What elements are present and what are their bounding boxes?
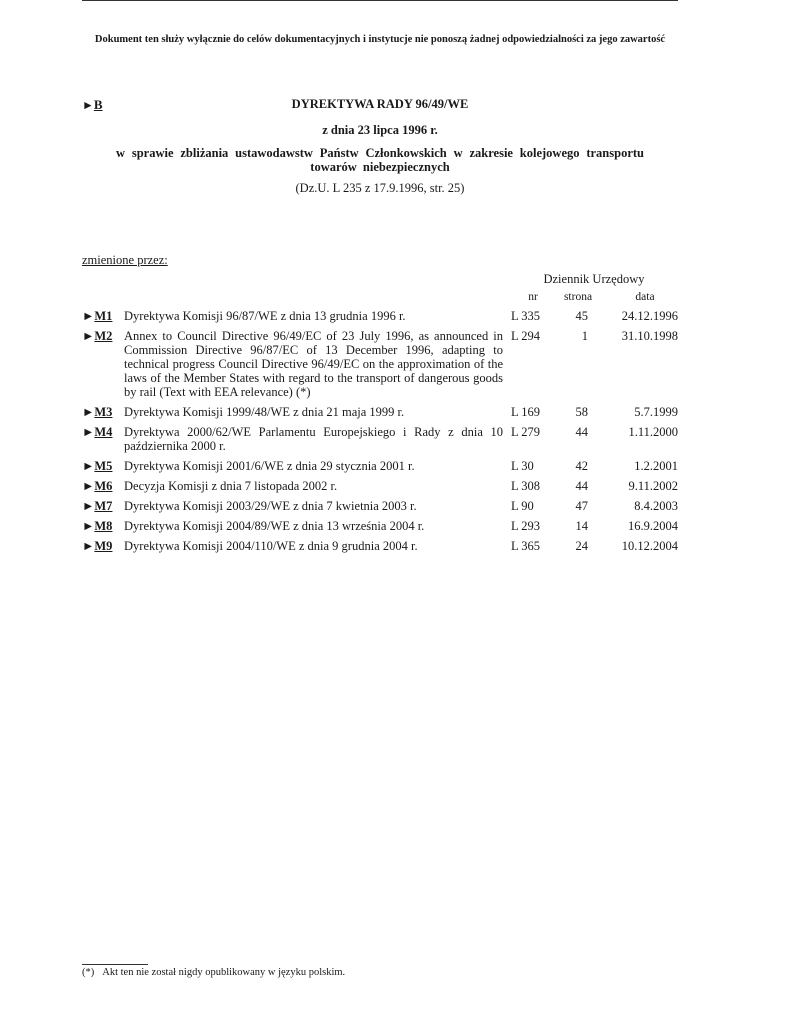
amendment-marker[interactable]: ►M2	[82, 329, 113, 343]
column-header-page: strona	[563, 291, 593, 303]
amendment-description: Dyrektywa 2000/62/WE Parlamentu Europejskiego i Rady z dnia 10 października 2000 r.	[124, 425, 503, 453]
amendment-nr: L 30	[511, 459, 534, 473]
amendment-page: 44	[575, 425, 588, 439]
amendment-date: 31.10.1998	[621, 329, 678, 343]
document-title: DYREKTYWA RADY 96/49/WE	[291, 97, 469, 111]
amendment-date: 8.4.2003	[634, 499, 678, 513]
amendment-nr: L 279	[511, 425, 541, 439]
amendment-marker[interactable]: ►M7	[82, 499, 113, 513]
amendment-description: Dyrektywa Komisji 1999/48/WE z dnia 21 maja 1999 r.	[124, 405, 405, 419]
official-journal-reference: (Dz.U. L 235 z 17.9.1996, str. 25)	[295, 181, 465, 195]
document-subject: w sprawie zbliżania ustawodawstw Państw Członkowskich w zakresie kolejowego transportu towarów niebezpiecznych	[116, 146, 644, 174]
amendment-row	[82, 309, 678, 323]
amendment-page: 1	[581, 329, 588, 343]
arrow-icon: ►	[82, 539, 95, 553]
amendment-marker[interactable]: ►M6	[82, 479, 113, 493]
amendment-marker[interactable]: ►M9	[82, 539, 113, 553]
footnote-text: Akt ten nie został nigdy opublikowany w języku polskim.	[102, 967, 346, 978]
amendment-date: 5.7.1999	[634, 405, 678, 419]
arrow-icon: ►	[82, 425, 95, 439]
amendment-page: 47	[575, 499, 588, 513]
amendment-marker[interactable]: ►M3	[82, 405, 113, 419]
amendment-description: Dyrektywa Komisji 2003/29/WE z dnia 7 kwietnia 2003 r.	[124, 499, 417, 513]
amendment-nr: L 365	[511, 539, 541, 553]
amendment-date: 9.11.2002	[628, 479, 678, 493]
footnote-rule	[82, 964, 148, 965]
amendment-row	[82, 499, 678, 513]
amendment-marker[interactable]: ►M4	[82, 425, 113, 439]
amendment-row	[82, 425, 678, 453]
journal-heading: Dziennik Urzędowy	[543, 272, 645, 286]
footnote	[82, 967, 345, 978]
arrow-icon: ►	[82, 98, 94, 112]
amendment-date: 10.12.2004	[621, 539, 678, 553]
marker-code: B	[93, 97, 103, 112]
amendment-nr: L 293	[511, 519, 541, 533]
document-date: z dnia 23 lipca 1996 r.	[322, 123, 438, 137]
footnote-mark: (*)	[82, 967, 95, 978]
amendment-marker[interactable]: ►M5	[82, 459, 113, 473]
amendment-nr: L 308	[511, 479, 541, 493]
amendment-description: Dyrektywa Komisji 2001/6/WE z dnia 29 stycznia 2001 r.	[124, 459, 415, 473]
amendment-page: 45	[575, 309, 588, 323]
amendment-description: Annex to Council Directive 96/49/EC of 23 July 1996, as announced in Commission Directive 96/87/EC of 13 December 1996, adapting to technical progress Council Directive 96/49/EC on the approximation of the laws of the Member States with regard to the transport of dangerous goods by rail (Text with EEA relevance) (*)	[124, 329, 503, 399]
amendment-date: 1.11.2000	[628, 425, 678, 439]
amendment-row	[82, 539, 678, 553]
amendment-row	[82, 519, 678, 533]
amendment-page: 42	[575, 459, 588, 473]
amendment-date: 16.9.2004	[628, 519, 678, 533]
amendment-description: Decyzja Komisji z dnia 7 listopada 2002 r.	[124, 479, 338, 493]
arrow-icon: ►	[82, 499, 95, 513]
amendment-page: 14	[575, 519, 588, 533]
amendment-row	[82, 405, 678, 419]
arrow-icon: ►	[82, 519, 95, 533]
amendment-row	[82, 329, 678, 399]
amendment-marker[interactable]: ►M1	[82, 309, 113, 323]
arrow-icon: ►	[82, 459, 95, 473]
amendment-description: Dyrektywa Komisji 96/87/WE z dnia 13 grudnia 1996 r.	[124, 309, 406, 323]
disclaimer: Dokument ten służy wyłącznie do celów dokumentacyjnych i instytucje nie ponoszą żadnej odpowiedzialności za jego zawartość	[94, 34, 666, 45]
amendments-list	[82, 309, 678, 559]
amendment-page: 58	[575, 405, 588, 419]
column-header-date: data	[635, 291, 655, 303]
amendment-page: 24	[575, 539, 588, 553]
amendment-description: Dyrektywa Komisji 2004/89/WE z dnia 13 września 2004 r.	[124, 519, 425, 533]
amendment-nr: L 90	[511, 499, 534, 513]
arrow-icon: ►	[82, 479, 95, 493]
amendment-row	[82, 459, 678, 473]
amendment-marker[interactable]: ►M8	[82, 519, 113, 533]
amendment-date: 1.2.2001	[634, 459, 678, 473]
column-header-nr: nr	[528, 291, 538, 303]
arrow-icon: ►	[82, 309, 95, 323]
top-rule	[82, 0, 678, 1]
amendment-description: Dyrektywa Komisji 2004/110/WE z dnia 9 grudnia 2004 r.	[124, 539, 418, 553]
amendment-nr: L 169	[511, 405, 541, 419]
amendment-page: 44	[575, 479, 588, 493]
arrow-icon: ►	[82, 405, 95, 419]
amendment-date: 24.12.1996	[621, 309, 678, 323]
amended-by-label: zmienione przez:	[82, 253, 168, 267]
amendment-nr: L 335	[511, 309, 541, 323]
arrow-icon: ►	[82, 329, 95, 343]
amendment-nr: L 294	[511, 329, 541, 343]
amendment-row	[82, 479, 678, 493]
